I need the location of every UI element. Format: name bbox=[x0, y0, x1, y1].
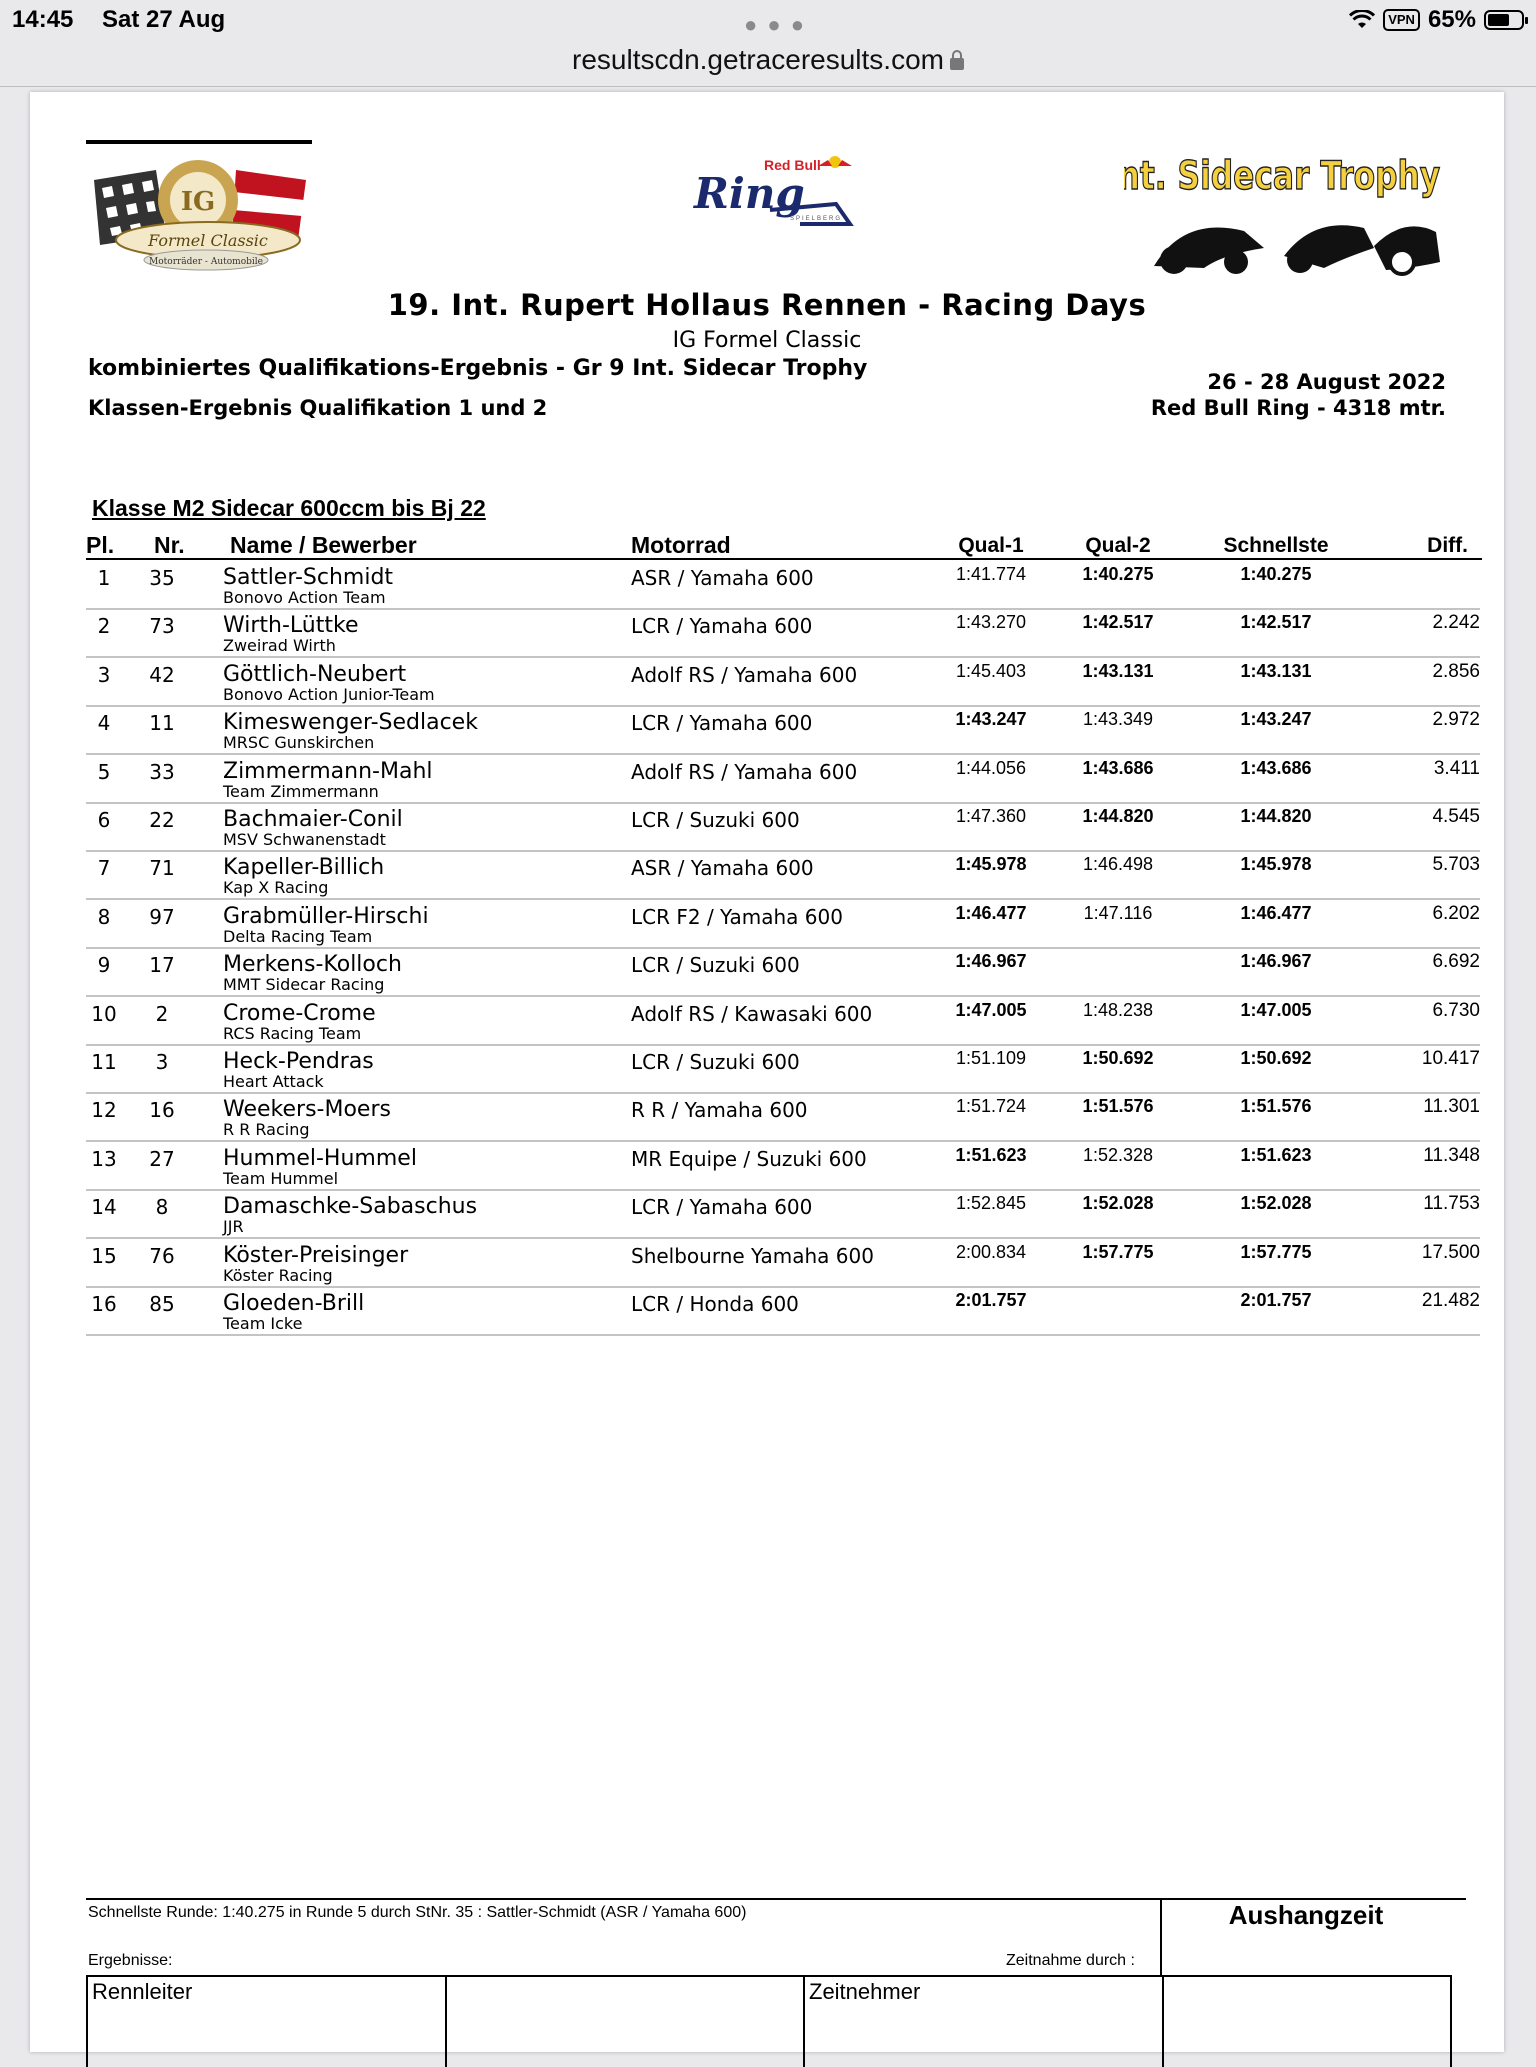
header-name: Name / Bewerber bbox=[230, 532, 417, 558]
cell-qual2: 1:43.349 bbox=[1082, 709, 1154, 730]
logo-motorrader-text: Motorräder - Automobile bbox=[149, 257, 263, 267]
cell-team: MMT Sidecar Racing bbox=[223, 975, 385, 995]
address-bar[interactable] bbox=[0, 40, 1536, 86]
cell-position: 2 bbox=[97, 614, 111, 639]
empty-cell-1 bbox=[447, 1977, 805, 2067]
header-motorrad: Motorrad bbox=[631, 532, 731, 558]
cell-qual2: 1:51.576 bbox=[1082, 1096, 1154, 1117]
cell-qual2: 1:48.238 bbox=[1082, 999, 1154, 1020]
cell-diff: 6.692 bbox=[1432, 951, 1480, 973]
cell-qual1: 1:52.845 bbox=[955, 1193, 1027, 1214]
cell-fastest: 1:50.692 bbox=[1240, 1048, 1312, 1068]
cell-position: 10 bbox=[91, 1001, 117, 1026]
cell-motorrad: LCR / Suzuki 600 bbox=[631, 953, 800, 978]
cell-motorrad: Adolf RS / Kawasaki 600 bbox=[631, 1001, 873, 1026]
cell-fastest: 1:57.775 bbox=[1240, 1241, 1312, 1262]
event-subtitle: IG Formel Classic bbox=[672, 328, 862, 353]
cell-team: Köster Racing bbox=[223, 1265, 333, 1285]
ergebnisse-label: Ergebnisse: bbox=[88, 1952, 173, 1969]
red-bull-ring-graphic bbox=[690, 152, 890, 228]
header-qual2: Qual-2 bbox=[1085, 534, 1151, 557]
logo-spielberg-text: SPIELBERG bbox=[790, 216, 843, 222]
cell-name: Göttlich-Neubert bbox=[223, 661, 407, 687]
cell-position: 12 bbox=[91, 1098, 117, 1123]
cell-motorrad: MR Equipe / Suzuki 600 bbox=[631, 1146, 867, 1171]
cell-position: 9 bbox=[97, 953, 111, 978]
toolbar-divider bbox=[0, 86, 1536, 87]
table-row bbox=[86, 705, 1480, 755]
cell-motorrad: Shelbourne Yamaha 600 bbox=[631, 1243, 874, 1268]
battery-icon bbox=[1484, 10, 1524, 30]
cell-position: 15 bbox=[91, 1243, 117, 1268]
cell-team: Zweirad Wirth bbox=[223, 636, 336, 656]
cell-name: Gloeden-Brill bbox=[223, 1291, 365, 1316]
cell-name: Zimmermann-Mahl bbox=[223, 758, 433, 784]
lock-icon bbox=[950, 58, 964, 70]
header-diff: Diff. bbox=[1427, 534, 1468, 557]
cell-team: Bonovo Action Junior-Team bbox=[223, 684, 435, 704]
cell-motorrad: LCR / Yamaha 600 bbox=[631, 711, 813, 736]
cell-diff: 21.482 bbox=[1421, 1290, 1480, 1311]
int-sidecar-trophy-logo bbox=[1124, 136, 1448, 284]
cell-diff: 4.545 bbox=[1432, 806, 1480, 827]
cell-number: 16 bbox=[149, 1098, 175, 1123]
cell-number: 17 bbox=[149, 953, 175, 978]
cell-name: Crome-Crome bbox=[223, 1000, 376, 1026]
cell-number: 85 bbox=[149, 1292, 175, 1316]
cell-qual2: 1:50.692 bbox=[1082, 1048, 1154, 1068]
cell-diff: 6.202 bbox=[1432, 902, 1480, 924]
cell-number: 42 bbox=[149, 662, 175, 687]
cell-qual1: 1:51.109 bbox=[955, 1048, 1027, 1068]
table-row bbox=[86, 754, 1480, 804]
cell-name: Bachmaier-Conil bbox=[223, 807, 403, 832]
table-row bbox=[86, 996, 1480, 1046]
cell-qual1: 2:01.757 bbox=[955, 1290, 1027, 1310]
cell-qual1: 1:46.967 bbox=[955, 951, 1027, 972]
cell-position: 13 bbox=[91, 1146, 117, 1171]
cell-name: Köster-Preisinger bbox=[223, 1242, 409, 1268]
cell-fastest: 1:42.517 bbox=[1240, 612, 1312, 633]
cell-fastest: 1:45.978 bbox=[1240, 854, 1312, 875]
cell-qual2: 1:40.275 bbox=[1082, 564, 1154, 584]
event-dates: 26 - 28 August 2022 bbox=[1207, 370, 1446, 394]
result-heading: kombiniertes Qualifikations-Ergebnis - Gr 9 Int. Sidecar Trophy bbox=[88, 356, 868, 381]
cell-fastest: 1:40.275 bbox=[1240, 564, 1312, 584]
battery-fill bbox=[1488, 14, 1509, 26]
table-row bbox=[86, 1141, 1480, 1191]
url-text[interactable]: resultscdn.getraceresults.com bbox=[572, 44, 944, 75]
cell-number: 27 bbox=[149, 1146, 175, 1171]
cell-name: Sattler-Schmidt bbox=[223, 565, 394, 590]
cell-name: Kimeswenger-Sedlacek bbox=[223, 710, 478, 736]
result-subheading: Klassen-Ergebnis Qualifikation 1 und 2 bbox=[88, 396, 548, 420]
cell-diff: 2.242 bbox=[1432, 612, 1480, 634]
logo-ig-text: IG bbox=[180, 187, 216, 217]
header-schnellste: Schnellste bbox=[1223, 534, 1329, 557]
cell-fastest: 1:46.967 bbox=[1240, 951, 1312, 972]
cell-number: 33 bbox=[149, 759, 175, 784]
class-title: Klasse M2 Sidecar 600ccm bis Bj 22 bbox=[92, 495, 486, 521]
ig-logo-graphic bbox=[86, 140, 312, 274]
cell-diff: 17.500 bbox=[1421, 1241, 1480, 1263]
cell-qual2: 1:44.820 bbox=[1082, 806, 1154, 826]
cell-fastest: 1:46.477 bbox=[1240, 902, 1312, 923]
cell-position: 14 bbox=[91, 1195, 117, 1220]
table-row bbox=[86, 657, 1480, 707]
cell-qual2: 1:47.116 bbox=[1083, 902, 1153, 923]
cell-diff: 6.730 bbox=[1432, 999, 1480, 1021]
aushangzeit-label: Aushangzeit bbox=[1228, 1900, 1384, 1930]
cell-position: 3 bbox=[97, 662, 111, 687]
table-row bbox=[86, 802, 1480, 852]
cell-team: Kap X Racing bbox=[223, 878, 329, 898]
cell-qual1: 1:43.247 bbox=[955, 709, 1027, 730]
cell-number: 73 bbox=[149, 614, 175, 639]
red-bull-ring-logo bbox=[690, 152, 890, 228]
cell-fastest: 1:47.005 bbox=[1240, 999, 1312, 1020]
cell-diff: 2.972 bbox=[1432, 709, 1480, 731]
cell-motorrad: Adolf RS / Yamaha 600 bbox=[631, 759, 858, 784]
cell-qual2: 1:52.028 bbox=[1082, 1193, 1154, 1214]
logo-red-bull-text: Red Bull bbox=[764, 157, 821, 173]
cell-qual2: 1:57.775 bbox=[1082, 1241, 1154, 1262]
cell-number: 22 bbox=[149, 808, 175, 832]
cell-fastest: 1:51.623 bbox=[1240, 1144, 1312, 1165]
cell-motorrad: LCR / Suzuki 600 bbox=[631, 808, 800, 832]
cell-position: 16 bbox=[91, 1292, 117, 1316]
cell-qual2: 1:42.517 bbox=[1082, 612, 1154, 633]
cell-motorrad: ASR / Yamaha 600 bbox=[631, 566, 814, 590]
table-row bbox=[86, 560, 1480, 610]
table-row bbox=[86, 1189, 1480, 1239]
cell-qual2: 1:46.498 bbox=[1082, 854, 1154, 875]
cell-motorrad: LCR / Honda 600 bbox=[631, 1292, 799, 1316]
cell-position: 4 bbox=[97, 711, 111, 736]
cell-number: 2 bbox=[155, 1001, 169, 1026]
cell-qual1: 1:45.403 bbox=[955, 660, 1027, 681]
table-row bbox=[86, 1044, 1480, 1094]
cell-qual1: 1:45.978 bbox=[955, 854, 1027, 875]
cell-diff: 10.417 bbox=[1421, 1048, 1480, 1069]
cell-team: R R Racing bbox=[223, 1120, 310, 1140]
cell-diff: 3.411 bbox=[1433, 757, 1480, 779]
cell-name: Heck-Pendras bbox=[223, 1049, 374, 1074]
cell-name: Kapeller-Billich bbox=[223, 855, 385, 881]
cell-motorrad: ASR / Yamaha 600 bbox=[631, 856, 814, 881]
cell-name: Merkens-Kolloch bbox=[223, 952, 402, 978]
logo-ring-text: Ring bbox=[694, 169, 805, 218]
cell-qual1: 1:43.270 bbox=[955, 612, 1027, 633]
cell-qual1: 1:41.774 bbox=[955, 564, 1027, 584]
cell-name: Wirth-Lüttke bbox=[223, 613, 359, 639]
cell-fastest: 1:43.131 bbox=[1240, 660, 1312, 681]
cell-position: 8 bbox=[97, 904, 111, 929]
table-row bbox=[86, 1238, 1480, 1288]
event-title: 19. Int. Rupert Hollaus Rennen - Racing Days bbox=[387, 288, 1147, 322]
cell-qual1: 1:44.056 bbox=[955, 757, 1027, 778]
cell-name: Hummel-Hummel bbox=[223, 1145, 417, 1171]
logo-sidecar-trophy-text: Int. Sidecar Trophy bbox=[1124, 153, 1441, 199]
status-icons bbox=[1349, 6, 1524, 34]
table-header bbox=[86, 532, 1482, 560]
cell-team: RCS Racing Team bbox=[223, 1023, 362, 1043]
cell-qual2: 1:43.686 bbox=[1082, 757, 1154, 778]
clock: 14:45 bbox=[12, 6, 74, 33]
signature-table bbox=[86, 1975, 1452, 2067]
cell-position: 6 bbox=[97, 808, 111, 832]
table-row bbox=[86, 899, 1480, 949]
cell-number: 11 bbox=[149, 711, 175, 736]
sidecar-trophy-graphic bbox=[1124, 136, 1448, 284]
cell-diff: 11.753 bbox=[1423, 1193, 1480, 1215]
header-nr: Nr. bbox=[154, 532, 185, 558]
battery-percent: 65% bbox=[1427, 6, 1476, 33]
cell-diff: 2.856 bbox=[1432, 660, 1480, 682]
zeitnehmer-cell: Zeitnehmer bbox=[805, 1977, 1164, 2067]
cell-team: Heart Attack bbox=[223, 1072, 324, 1091]
cell-motorrad: R R / Yamaha 600 bbox=[631, 1098, 808, 1123]
cell-name: Damaschke-Sabaschus bbox=[223, 1194, 478, 1220]
cell-position: 11 bbox=[91, 1050, 117, 1074]
cell-number: 35 bbox=[149, 566, 175, 590]
cell-fastest: 1:44.820 bbox=[1240, 806, 1312, 826]
track-info: Red Bull Ring - 4318 mtr. bbox=[1150, 396, 1446, 420]
cell-qual1: 1:51.623 bbox=[955, 1144, 1027, 1165]
vpn-badge: VPN bbox=[1383, 9, 1420, 31]
cell-number: 8 bbox=[155, 1195, 169, 1220]
cell-motorrad: LCR / Yamaha 600 bbox=[631, 1195, 813, 1220]
zeitnahme-label: Zeitnahme durch : bbox=[1006, 1952, 1135, 1969]
cell-number: 71 bbox=[149, 856, 175, 881]
table-row bbox=[86, 947, 1480, 997]
table-row bbox=[86, 850, 1480, 900]
cell-qual2: 1:52.328 bbox=[1082, 1144, 1154, 1165]
cell-fastest: 2:01.757 bbox=[1240, 1290, 1312, 1310]
cell-motorrad: LCR / Yamaha 600 bbox=[631, 614, 813, 639]
cell-motorrad: LCR F2 / Yamaha 600 bbox=[631, 904, 843, 929]
fastest-lap-note: Schnellste Runde: 1:40.275 in Runde 5 durch StNr. 35 : Sattler-Schmidt (ASR / Yamaha 600) bbox=[88, 1904, 747, 1921]
cell-qual1: 1:47.360 bbox=[955, 806, 1027, 826]
cell-fastest: 1:43.686 bbox=[1240, 757, 1312, 778]
table-row bbox=[86, 1286, 1480, 1336]
cell-qual1: 1:51.724 bbox=[955, 1096, 1027, 1117]
cell-fastest: 1:43.247 bbox=[1240, 709, 1312, 730]
cell-qual1: 2:00.834 bbox=[955, 1241, 1027, 1262]
cell-number: 97 bbox=[149, 904, 175, 929]
cell-diff: 11.348 bbox=[1423, 1144, 1480, 1166]
cell-team: MRSC Gunskirchen bbox=[223, 733, 375, 753]
ig-formel-classic-logo bbox=[86, 140, 312, 274]
cell-motorrad: Adolf RS / Yamaha 600 bbox=[631, 662, 858, 687]
cell-number: 76 bbox=[149, 1243, 175, 1268]
pdf-page bbox=[30, 92, 1504, 2052]
cell-fastest: 1:51.576 bbox=[1240, 1096, 1312, 1117]
cell-team: Bonovo Action Team bbox=[223, 588, 386, 607]
cell-diff: 11.301 bbox=[1423, 1096, 1480, 1118]
rennleiter-cell: Rennleiter bbox=[88, 1977, 447, 2067]
cell-team: JJR bbox=[223, 1217, 244, 1237]
table-row bbox=[86, 1092, 1480, 1142]
cell-team: Delta Racing Team bbox=[223, 926, 373, 946]
table-row bbox=[86, 608, 1480, 658]
cell-position: 7 bbox=[97, 856, 111, 881]
cell-name: Weekers-Moers bbox=[223, 1097, 391, 1123]
cell-motorrad: LCR / Suzuki 600 bbox=[631, 1050, 800, 1074]
cell-position: 1 bbox=[97, 566, 111, 590]
empty-cell-2 bbox=[1164, 1977, 1450, 2067]
cell-number: 3 bbox=[155, 1050, 169, 1074]
multitasking-dots-icon[interactable]: ● ● ● bbox=[744, 12, 807, 37]
cell-team: MSV Schwanenstadt bbox=[223, 830, 386, 849]
header-qual1: Qual-1 bbox=[958, 534, 1024, 557]
wifi-icon bbox=[1349, 10, 1375, 30]
cell-name: Grabmüller-Hirschi bbox=[223, 903, 429, 929]
status-bar bbox=[0, 0, 1536, 40]
cell-fastest: 1:52.028 bbox=[1240, 1193, 1312, 1214]
cell-qual1: 1:46.477 bbox=[955, 902, 1027, 923]
date: Sat 27 Aug bbox=[102, 6, 226, 33]
cell-position: 5 bbox=[97, 759, 111, 784]
cell-team: Team Hummel bbox=[223, 1168, 339, 1188]
header-pl: Pl. bbox=[86, 532, 115, 558]
cell-team: Team Icke bbox=[223, 1314, 303, 1333]
logo-formel-classic-text: Formel Classic bbox=[148, 231, 268, 250]
cell-qual1: 1:47.005 bbox=[955, 999, 1027, 1020]
cell-team: Team Zimmermann bbox=[223, 781, 379, 801]
cell-qual2: 1:43.131 bbox=[1082, 660, 1154, 681]
cell-diff: 5.703 bbox=[1432, 854, 1480, 876]
